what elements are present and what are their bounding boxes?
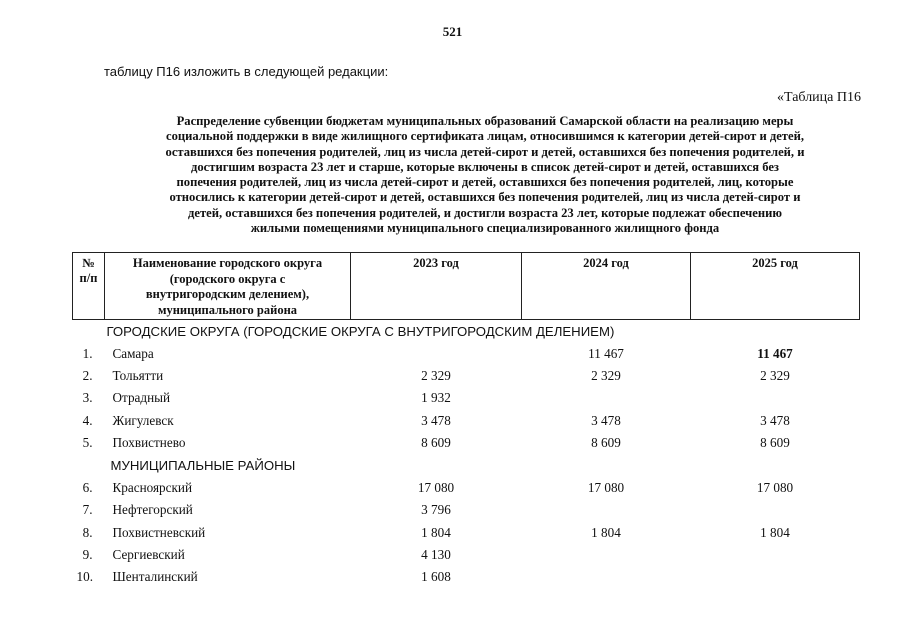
table-row: 8. Похвистневский 1 804 1 804 1 804: [82, 524, 790, 540]
page-number: 521: [442, 24, 463, 39]
header-2025: 2025 год: [691, 253, 860, 320]
table-row: 5. Похвистнево 8 609 8 609 8 609: [82, 435, 790, 451]
title-line: относились к категории детей-сирот и детей, оставшихся без попечения родителей, лиц из числа детей-сирот и: [169, 190, 801, 205]
title-line: достигшим возраста 23 лет и старше, которые включены в список детей-сирот и детей, оставшихся без: [191, 159, 779, 174]
intro-text: таблицу П16 изложить в следующей редакции:: [104, 64, 389, 79]
title-line: детей, оставшихся без попечения родителей, и достигли возраста 23 лет, которые подлежат обеспечению: [188, 205, 782, 220]
table-row: 9. Сергиевский 4 130: [82, 547, 451, 563]
title-line: социальной поддержки в виде жилищного сертификата лицам, относившимся к категории детей-сирот и детей,: [166, 129, 804, 144]
table-row: 1. Самара 11 467 11 467: [82, 345, 793, 361]
header-2024: 2024 год: [522, 253, 691, 320]
header-2023: 2023 год: [351, 253, 522, 320]
document-title: [100, 114, 870, 236]
header-number: № п/п: [73, 253, 105, 320]
section-header-city-districts: [73, 320, 860, 343]
table-label: «Таблица П16: [777, 90, 861, 105]
table-header-row: [73, 253, 860, 320]
subsidy-table: [72, 252, 860, 589]
section-title: МУНИЦИПАЛЬНЫЕ РАЙОНЫ: [110, 458, 296, 474]
table-row: 2. Тольятти 2 329 2 329 2 329: [82, 367, 790, 383]
table-row: 4. Жигулевск 3 478 3 478 3 478: [82, 412, 790, 428]
table-row: 10. Шенталинский 1 608: [76, 569, 451, 585]
section-header-municipal-districts: [73, 454, 860, 476]
title-line: оставшихся без попечения родителей, лиц из числа детей-сирот и детей, оставшихся без попечения родителей, и: [165, 144, 805, 159]
table-row: 3. Отрадный 1 932: [82, 390, 451, 406]
header-name: Наименование городского округа (городского округа с внутригородским делением), муниципального района: [105, 253, 351, 320]
title-line: Распределение субвенции бюджетам муниципальных образований Самарской области на реализацию меры: [176, 114, 794, 128]
table-row: 6. Красноярский 17 080 17 080 17 080: [82, 479, 794, 495]
table-row: 7. Нефтегорский 3 796: [82, 502, 451, 518]
section-title: ГОРОДСКИЕ ОКРУГА (ГОРОДСКИЕ ОКРУГА С ВНУТРИГОРОДСКИМ ДЕЛЕНИЕМ): [106, 323, 615, 339]
title-line: попечения родителей, лиц из числа детей-сирот и детей, оставшихся без попечения родителей, лиц, которые: [176, 175, 794, 190]
title-line: жилыми помещениями муниципального специализированного жилищного фонда: [250, 221, 720, 236]
